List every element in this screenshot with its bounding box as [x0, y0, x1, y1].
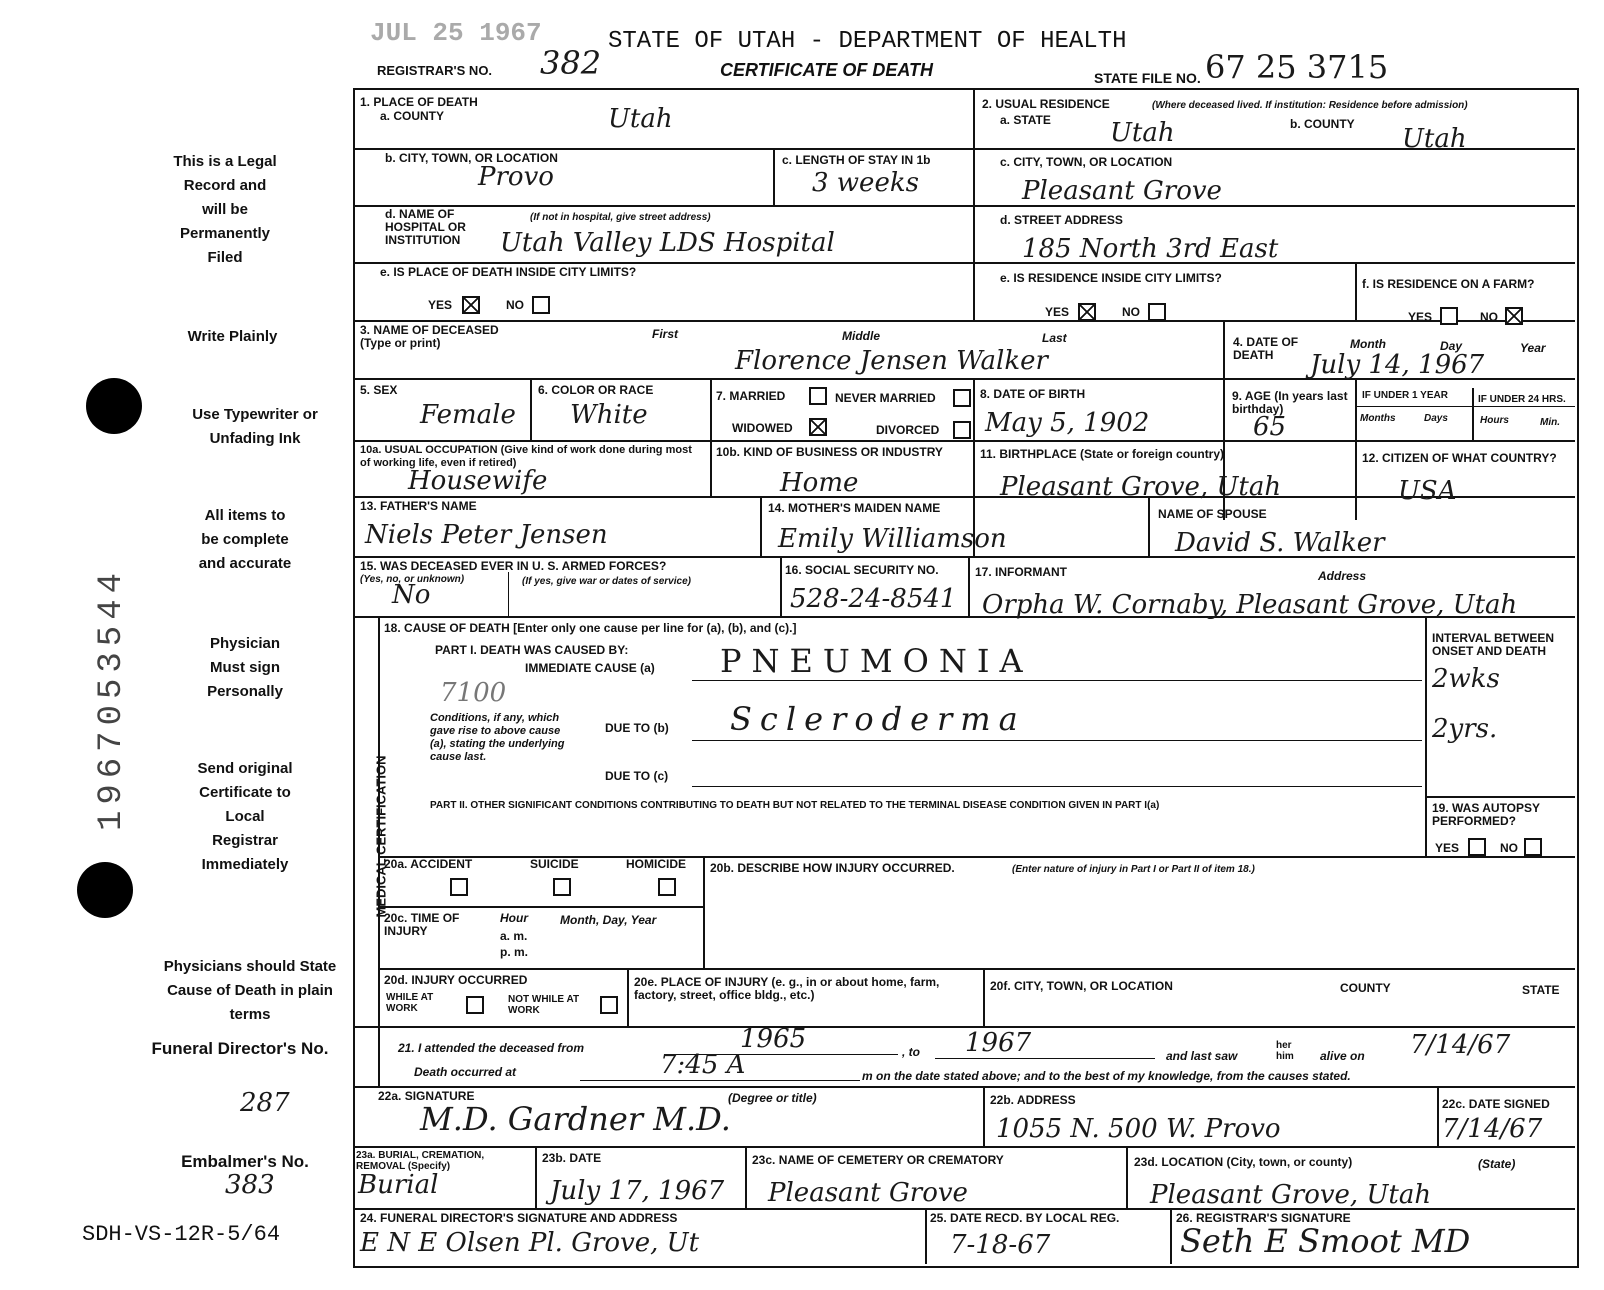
time-value: 7:45 A: [660, 1050, 746, 1080]
burial-label: 23a. BURIAL, CREMATION, REMOVAL (Specify): [356, 1150, 485, 1172]
under-1yr-label: IF UNDER 1 YEAR: [1362, 390, 1448, 401]
degree-label: (Degree or title): [728, 1091, 817, 1105]
injury-occurred-label: 20d. INJURY OCCURRED: [384, 973, 528, 987]
pm-label: p. m.: [500, 945, 529, 959]
on-date-label: m on the date stated above; and to the best of my knowledge, from the causes stated.: [862, 1069, 1351, 1083]
registrar-sig-value: Seth E Smoot MD: [1180, 1222, 1471, 1260]
all-items-note: All items to be complete and accurate: [198, 507, 292, 572]
hospital-label: d. NAME OF HOSPITAL OR INSTITUTION: [385, 207, 466, 247]
attended-label: 21. I attended the deceased from: [398, 1041, 585, 1055]
address-22-label: 22b. ADDRESS: [990, 1093, 1076, 1107]
to-label: , to: [902, 1045, 920, 1059]
registrar-no: 382: [540, 44, 602, 82]
sex-value: Female: [420, 400, 516, 430]
location-23-label: 23d. LOCATION (City, town, or county): [1134, 1155, 1353, 1169]
legal-record-note: This is a Legal Record and will be Permanently Filed: [173, 153, 277, 266]
under-24-label: IF UNDER 24 HRS.: [1478, 394, 1566, 405]
res-inside-city-yes-checkbox[interactable]: [1078, 303, 1096, 321]
city-injury-label: 20f. CITY, TOWN, OR LOCATION: [990, 979, 1173, 993]
date-23-label: 23b. DATE: [542, 1151, 602, 1165]
attended-from-value: 1965: [740, 1024, 807, 1054]
address-label: Address: [1318, 569, 1367, 583]
write-plainly-note: Write Plainly: [187, 328, 278, 345]
physician-signature: M.D. Gardner M.D.: [420, 1100, 731, 1138]
registrar-no-label: REGISTRAR'S NO.: [377, 63, 493, 78]
while-work-label: WHILE AT WORK: [386, 992, 434, 1014]
occupation-value: Housewife: [408, 466, 548, 496]
burial-value: Burial: [358, 1170, 439, 1200]
physicians-state-note: Physicians should State Cause of Death in plain terms: [163, 958, 337, 1023]
dob-label: 8. DATE OF BIRTH: [980, 387, 1086, 401]
mother-value: Emily Williamson: [778, 524, 1007, 554]
part1-label: PART I. DEATH WAS CAUSED BY:: [435, 643, 629, 657]
accident-label: 20a. ACCIDENT: [384, 857, 473, 871]
month-label: Month: [1350, 337, 1386, 351]
res-state-value: Utah: [1110, 118, 1175, 148]
interval-b-value: 2yrs.: [1432, 714, 1498, 744]
hospital-note: (If not in hospital, give street address): [530, 212, 711, 223]
name-deceased-label: 3. NAME OF DECEASED (Type or print): [360, 323, 499, 350]
state-file-label: STATE FILE NO.: [1094, 70, 1201, 86]
res-city-value: Pleasant Grove: [1022, 176, 1222, 206]
armed-value: No: [392, 580, 431, 610]
received-stamp: JUL 25 1967: [370, 18, 542, 48]
homicide-checkbox[interactable]: [658, 878, 676, 896]
send-original-note: Send original Certificate to Local Registrar Immediately: [197, 760, 293, 873]
funeral-director-no: 287: [240, 1088, 290, 1118]
street-value: 185 North 3rd East: [1022, 234, 1279, 264]
street-label: d. STREET ADDRESS: [1000, 213, 1123, 227]
agency-title: STATE OF UTAH - DEPARTMENT OF HEALTH: [608, 28, 1127, 55]
homicide-label: HOMICIDE: [626, 857, 686, 871]
date-signed-value: 7/14/67: [1442, 1114, 1543, 1144]
armed-forces-label: 15. WAS DECEASED EVER IN U. S. ARMED FORCES?: [360, 559, 667, 573]
usual-residence-label: 2. USUAL RESIDENCE: [982, 97, 1110, 111]
county-label: a. COUNTY: [380, 109, 445, 123]
cemetery-value: Pleasant Grove: [768, 1178, 968, 1208]
embalmer-no: 383: [225, 1170, 275, 1200]
farm-yes-checkbox[interactable]: [1440, 307, 1458, 325]
yes-label: YES: [428, 298, 453, 312]
age-value: 65: [1253, 412, 1287, 442]
place-injury-label: 20e. PLACE OF INJURY (e. g., in or about home, farm, factory, street, office bldg., etc.): [634, 975, 940, 1002]
due-c-label: DUE TO (c): [605, 769, 669, 783]
hospital-value: Utah Valley LDS Hospital: [500, 228, 835, 258]
armed-note-1: (Yes, no, or unknown): [360, 574, 465, 585]
days-label: Days: [1424, 413, 1448, 424]
married-checkbox[interactable]: [809, 387, 827, 405]
mother-label: 14. MOTHER'S MAIDEN NAME: [768, 501, 941, 515]
first-label: First: [652, 327, 679, 341]
alive-on-label: alive on: [1320, 1049, 1365, 1063]
form-code: SDH-VS-12R-5/64: [82, 1222, 281, 1247]
attended-to-value: 1967: [965, 1028, 1032, 1058]
time-injury-label: 20c. TIME OF INJURY: [384, 911, 460, 938]
not-while-label: NOT WHILE AT WORK: [508, 994, 580, 1016]
autopsy-label: 19. WAS AUTOPSY PERFORMED?: [1432, 801, 1540, 828]
typewriter-note: Use Typewriter or Unfading Ink: [192, 406, 318, 447]
city-value: Provo: [478, 162, 554, 192]
embalmer-label: Embalmer's No.: [181, 1152, 309, 1171]
age-label: 9. AGE (In years last birthday): [1232, 389, 1348, 416]
father-value: Niels Peter Jensen: [365, 520, 608, 550]
cause-b-value: Scleroderma: [730, 700, 1026, 738]
death-occurred-label: Death occurred at: [414, 1065, 517, 1079]
res-county-value: Utah: [1402, 124, 1467, 154]
farm-label: f. IS RESIDENCE ON A FARM?: [1362, 277, 1535, 291]
funeral-sig-label: 24. FUNERAL DIRECTOR'S SIGNATURE AND ADDRESS: [360, 1211, 678, 1225]
informant-value: Orpha W. Cornaby, Pleasant Grove, Utah: [982, 590, 1518, 620]
county-value: Utah: [608, 104, 673, 134]
middle-label: Middle: [842, 329, 880, 343]
divorced-checkbox[interactable]: [953, 421, 971, 439]
widowed-label: WIDOWED: [732, 421, 793, 435]
business-value: Home: [780, 468, 859, 498]
immediate-label: IMMEDIATE CAUSE (a): [525, 661, 655, 675]
no-label: NO: [506, 298, 524, 312]
date-of-death-label: 4. DATE OF DEATH: [1233, 335, 1299, 362]
punch-hole: [77, 862, 133, 918]
conditions-label: Conditions, if any, which gave rise to above cause (a), stating the underlying cause last.: [430, 712, 565, 763]
county-injury-label: COUNTY: [1340, 981, 1391, 995]
farm-no-checkbox[interactable]: [1505, 307, 1523, 325]
widowed-checkbox[interactable]: [809, 418, 827, 436]
address-22-value: 1055 N. 500 W. Provo: [996, 1114, 1281, 1144]
am-label: a. m.: [500, 929, 528, 943]
res-inside-city-no-checkbox[interactable]: [1148, 303, 1166, 321]
sex-label: 5. SEX: [360, 383, 398, 397]
color-race-label: 6. COLOR OR RACE: [538, 383, 654, 397]
last-saw-label: and last saw: [1166, 1049, 1238, 1063]
no-label: NO: [1480, 310, 1498, 324]
ssn-label: 16. SOCIAL SECURITY NO.: [785, 563, 939, 577]
citizen-label: 12. CITIZEN OF WHAT COUNTRY?: [1362, 451, 1557, 465]
occupation-label: 10a. USUAL OCCUPATION (Give kind of work done during most of working life, even if retired): [360, 444, 692, 469]
no-label: NO: [1122, 305, 1140, 319]
interval-label: INTERVAL BETWEEN ONSET AND DEATH: [1432, 631, 1555, 658]
divorced-label: DIVORCED: [876, 423, 940, 437]
describe-note: (Enter nature of injury in Part I or Part II of item 18.): [1012, 864, 1255, 875]
mdy-label: Month, Day, Year: [560, 913, 657, 927]
spouse-value: David S. Walker: [1175, 528, 1385, 558]
informant-label: 17. INFORMANT: [975, 565, 1068, 579]
medical-certification-label: MEDICAL CERTIFICATION: [373, 755, 389, 918]
cause-label: 18. CAUSE OF DEATH [Enter only one cause per line for (a), (b), and (c).]: [384, 621, 797, 635]
res-city-label: c. CITY, TOWN, OR LOCATION: [1000, 155, 1173, 169]
punch-hole: [86, 378, 142, 434]
day-label: Day: [1440, 339, 1463, 353]
citizen-value: USA: [1398, 476, 1457, 506]
min-label: Min.: [1540, 417, 1560, 428]
last-label: Last: [1042, 331, 1067, 345]
autopsy-yes-checkbox[interactable]: [1468, 838, 1486, 856]
last-seen-value: 7/14/67: [1410, 1030, 1511, 1060]
not-while-checkbox[interactable]: [600, 996, 618, 1014]
accident-checkbox[interactable]: [450, 878, 468, 896]
ssn-value: 528-24-8541: [790, 584, 957, 614]
business-label: 10b. KIND OF BUSINESS OR INDUSTRY: [716, 445, 943, 459]
due-b-label: DUE TO (b): [605, 721, 669, 735]
never-married-checkbox[interactable]: [953, 389, 971, 407]
dob-value: May 5, 1902: [985, 408, 1150, 438]
never-married-label: NEVER MARRIED: [835, 391, 936, 405]
yes-label: YES: [1435, 841, 1460, 855]
burial-date-value: July 17, 1967: [550, 1176, 725, 1206]
location-23-value: Pleasant Grove, Utah: [1150, 1180, 1432, 1210]
state-23-label: (State): [1478, 1157, 1516, 1171]
inside-city-yes-checkbox[interactable]: [462, 296, 480, 314]
inside-city-no-checkbox[interactable]: [532, 296, 550, 314]
length-of-stay-value: 3 weeks: [812, 168, 919, 198]
place-of-death-label: 1. PLACE OF DEATH: [360, 95, 478, 109]
birthplace-label: 11. BIRTHPLACE (State or foreign country): [980, 447, 1225, 461]
city-label: b. CITY, TOWN, OR LOCATION: [385, 151, 558, 165]
certificate-title: CERTIFICATE OF DEATH: [720, 60, 933, 80]
autopsy-no-checkbox[interactable]: [1524, 838, 1542, 856]
cause-a-value: PNEUMONIA: [720, 642, 1033, 680]
date-signed-label: 22c. DATE SIGNED: [1442, 1097, 1550, 1111]
state-injury-label: STATE: [1522, 983, 1560, 997]
physician-sign-note: Physician Must sign Personally: [207, 635, 283, 700]
months-label: Months: [1360, 413, 1396, 424]
her-him-label: her him: [1276, 1040, 1294, 1062]
code-value: 7100: [440, 678, 507, 708]
usual-residence-note: (Where deceased lived. If institution: Residence before admission): [1152, 100, 1468, 111]
armed-note-2: (If yes, give war or dates of service): [522, 576, 691, 587]
funeral-sig-value: E N E Olsen Pl. Grove, Ut: [360, 1228, 700, 1258]
yes-label: YES: [1045, 305, 1070, 319]
state-label: a. STATE: [1000, 113, 1051, 127]
no-label: NO: [1500, 841, 1518, 855]
cemetery-label: 23c. NAME OF CEMETERY OR CREMATORY: [752, 1153, 1004, 1167]
length-of-stay-label: c. LENGTH OF STAY IN 1b: [782, 153, 931, 167]
res-county-label: b. COUNTY: [1290, 117, 1355, 131]
date-recd-value: 7-18-67: [950, 1230, 1051, 1260]
inside-city-label: e. IS PLACE OF DEATH INSIDE CITY LIMITS?: [380, 265, 637, 279]
hour-label: Hour: [500, 911, 528, 925]
describe-label: 20b. DESCRIBE HOW INJURY OCCURRED.: [710, 861, 955, 875]
suicide-label: SUICIDE: [530, 857, 579, 871]
state-file-no: 67 25 3715: [1205, 48, 1389, 86]
date-recd-label: 25. DATE RECD. BY LOCAL REG.: [930, 1211, 1120, 1225]
date-of-death-value: July 14, 1967: [1310, 350, 1485, 380]
race-value: White: [570, 400, 648, 430]
part2-label: PART II. OTHER SIGNIFICANT CONDITIONS CONTRIBUTING TO DEATH BUT NOT RELATED TO THE TERMINAL DISEASE CONDITION GIVEN IN PART I(a): [430, 800, 1160, 811]
funeral-director-label: Funeral Director's No.: [151, 1039, 329, 1058]
signature-label: 22a. SIGNATURE: [378, 1089, 475, 1103]
married-label: 7. MARRIED: [716, 389, 786, 403]
registrar-sig-label: 26. REGISTRAR'S SIGNATURE: [1176, 1211, 1351, 1225]
yes-label: YES: [1408, 310, 1433, 324]
res-inside-city-label: e. IS RESIDENCE INSIDE CITY LIMITS?: [1000, 271, 1222, 285]
year-label: Year: [1520, 341, 1546, 355]
suicide-checkbox[interactable]: [553, 878, 571, 896]
hours-label: Hours: [1480, 415, 1509, 426]
father-label: 13. FATHER'S NAME: [360, 499, 477, 513]
interval-a-value: 2wks: [1432, 664, 1500, 694]
spouse-label: NAME OF SPOUSE: [1158, 507, 1267, 521]
vertical-file-number: 1967053544: [93, 566, 132, 832]
deceased-name-value: Florence Jensen Walker: [735, 346, 1048, 376]
birthplace-value: Pleasant Grove, Utah: [1000, 472, 1282, 502]
while-work-checkbox[interactable]: [466, 996, 484, 1014]
